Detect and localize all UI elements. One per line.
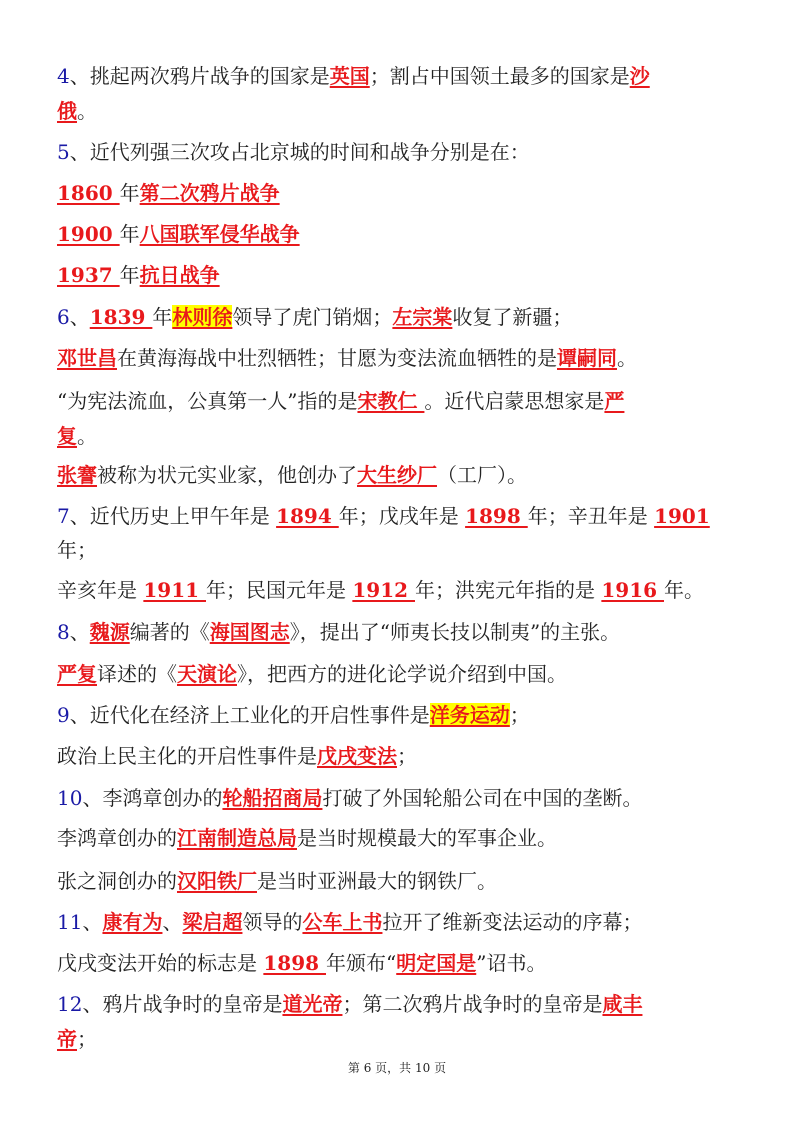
text-segment: 》，提出了“师夷长技以制夷”的主张。 [289, 620, 621, 644]
text-segment: 、近代历史上甲午年是 [69, 504, 277, 528]
question-number: 4 [57, 64, 70, 88]
answer-text: 梁启超 [182, 910, 243, 934]
text-line [0, 463, 794, 487]
text-line [0, 99, 794, 123]
text-segment: 。 [77, 99, 97, 123]
text-line [0, 703, 794, 727]
answer-text: 1860 [57, 181, 120, 205]
answer-text: 康有为 [102, 910, 163, 934]
text-line [0, 744, 794, 768]
answer-text: 帝 [57, 1027, 77, 1051]
text-segment: 年 [119, 181, 140, 205]
text-line [0, 951, 794, 975]
text-segment: ；第二次鸦片战争时的皇帝是 [342, 992, 603, 1016]
text-segment: 打破了外国轮船公司在中国的垄断。 [322, 786, 643, 810]
answer-text: 严 [604, 389, 625, 413]
text-segment: 年；民国元年是 [206, 578, 353, 602]
question-number: 12 [57, 992, 83, 1016]
text-segment: 是当时规模最大的军事企业。 [297, 826, 557, 850]
answer-text: 1937 [57, 263, 120, 287]
answer-text: 公车上书 [302, 910, 383, 934]
answer-text: 明定国是 [396, 951, 477, 975]
text-segment: 年； [57, 538, 97, 562]
answer-text: 1916 [601, 578, 664, 602]
answer-text: 沙 [629, 64, 650, 88]
answer-text: 魏源 [89, 620, 130, 644]
text-segment: 年 [152, 305, 173, 329]
text-line [0, 263, 794, 287]
text-segment: 戊戌变法开始的标志是 [57, 951, 264, 975]
answer-text: 林则徐 [172, 305, 233, 329]
answer-text: 海国图志 [209, 620, 290, 644]
answer-text: 谭嗣同 [557, 346, 617, 370]
text-segment: 年；洪宪元年指的是 [415, 578, 602, 602]
answer-text: 第二次鸦片战争 [139, 181, 280, 205]
text-line [0, 662, 794, 686]
answer-text: 英国 [329, 64, 370, 88]
text-segment: 、 [69, 305, 90, 329]
text-segment: 、 [82, 910, 103, 934]
text-segment: 译述的《 [97, 662, 177, 686]
text-segment: 编著的《 [129, 620, 210, 644]
answer-text: 1912 [352, 578, 415, 602]
answer-text: 轮船招商局 [222, 786, 323, 810]
answer-text: 1901 [654, 504, 710, 528]
text-segment: 、李鸿章创办的 [82, 786, 223, 810]
text-segment: 、近代化在经济上工业化的开启性事件是 [69, 703, 430, 727]
text-segment: “为宪法流血，公真第一人”指的是 [57, 389, 358, 413]
answer-text: 汉阳铁厂 [177, 869, 257, 893]
text-segment: 、鸦片战争时的皇帝是 [82, 992, 283, 1016]
text-segment: 年 [119, 222, 140, 246]
text-line [0, 181, 794, 205]
text-segment: 政治上民主化的开启性事件是 [57, 744, 317, 768]
text-segment: 年颁布“ [326, 951, 397, 975]
text-segment: 年 [119, 263, 140, 287]
text-segment: ； [77, 1027, 97, 1051]
text-line [0, 1027, 794, 1051]
answer-text: 严复 [57, 662, 97, 686]
answer-text: 大生纱厂 [357, 463, 437, 487]
text-line [0, 346, 794, 370]
text-segment: ；割占中国领土最多的国家是 [369, 64, 630, 88]
text-line [0, 64, 794, 88]
text-segment: 领导的 [242, 910, 303, 934]
text-segment: （工厂）。 [437, 463, 527, 487]
text-line [0, 504, 794, 528]
answer-text: 左宗棠 [392, 305, 453, 329]
question-number: 7 [57, 504, 70, 528]
text-segment: 是当时亚洲最大的钢铁厂。 [257, 869, 497, 893]
text-segment: ； [509, 703, 530, 727]
answer-text: 张謇 [57, 463, 97, 487]
question-number: 10 [57, 786, 83, 810]
answer-text: 1900 [57, 222, 120, 246]
answer-text: 天演论 [177, 662, 237, 686]
answer-text: 道光帝 [282, 992, 343, 1016]
text-segment: 拉开了维新变法运动的序幕； [382, 910, 643, 934]
text-segment: 、近代列强三次攻占北京城的时间和战争分别是在： [69, 140, 530, 164]
answer-text: 宋教仁 [357, 389, 425, 413]
text-segment: 。 [77, 424, 97, 448]
text-line [0, 305, 794, 329]
answer-text: 咸丰 [602, 992, 643, 1016]
text-segment: 。 [617, 346, 637, 370]
text-segment: ”诏书。 [476, 951, 547, 975]
text-segment: ； [397, 744, 417, 768]
answer-text: 江南制造总局 [177, 826, 297, 850]
text-segment: 被称为状元实业家，他创办了 [97, 463, 357, 487]
answer-text: 1898 [465, 504, 528, 528]
text-segment: 。近代启蒙思想家是 [424, 389, 605, 413]
answer-text: 俄 [57, 99, 77, 123]
text-segment: 年；辛丑年是 [527, 504, 655, 528]
text-segment: 年。 [664, 578, 704, 602]
answer-text: 1839 [89, 305, 153, 329]
text-line [0, 620, 794, 644]
question-number: 11 [57, 910, 83, 934]
text-segment: 领导了虎门销烟； [232, 305, 393, 329]
text-line [0, 826, 794, 850]
answer-text: 1911 [143, 578, 206, 602]
answer-text: 复 [57, 424, 77, 448]
text-segment: 、 [69, 620, 90, 644]
text-segment: 辛亥年是 [57, 578, 144, 602]
text-segment: 、挑起两次鸦片战争的国家是 [69, 64, 330, 88]
answer-text: 洋务运动 [429, 703, 510, 727]
answer-text: 抗日战争 [139, 263, 220, 287]
question-number: 6 [57, 305, 70, 329]
text-line [0, 222, 794, 246]
page-footer: 第 6 页，共 10 页 [347, 1061, 447, 1075]
text-line [0, 140, 794, 164]
text-line [0, 786, 794, 810]
text-line [0, 389, 794, 413]
text-segment: 》，把西方的进化论学说介绍到中国。 [237, 662, 567, 686]
answer-text: 八国联军侵华战争 [139, 222, 300, 246]
question-number: 9 [57, 703, 70, 727]
text-line [0, 869, 794, 893]
answer-text: 1898 [263, 951, 326, 975]
text-segment: 年；戊戌年是 [338, 504, 466, 528]
text-segment: 、 [162, 910, 183, 934]
text-segment: 收复了新疆； [452, 305, 573, 329]
answer-text: 邓世昌 [57, 346, 117, 370]
text-segment: 张之洞创办的 [57, 869, 177, 893]
question-number: 5 [57, 140, 70, 164]
text-line [0, 424, 794, 448]
answer-text: 1894 [276, 504, 339, 528]
question-number: 8 [57, 620, 70, 644]
text-line [0, 538, 794, 562]
text-segment: 李鸿章创办的 [57, 826, 177, 850]
text-segment: 在黄海海战中壮烈牺牲；甘愿为变法流血牺牲的是 [117, 346, 557, 370]
text-line [0, 910, 794, 934]
text-line [0, 992, 794, 1016]
text-line [0, 578, 794, 602]
answer-text: 戊戌变法 [317, 744, 397, 768]
